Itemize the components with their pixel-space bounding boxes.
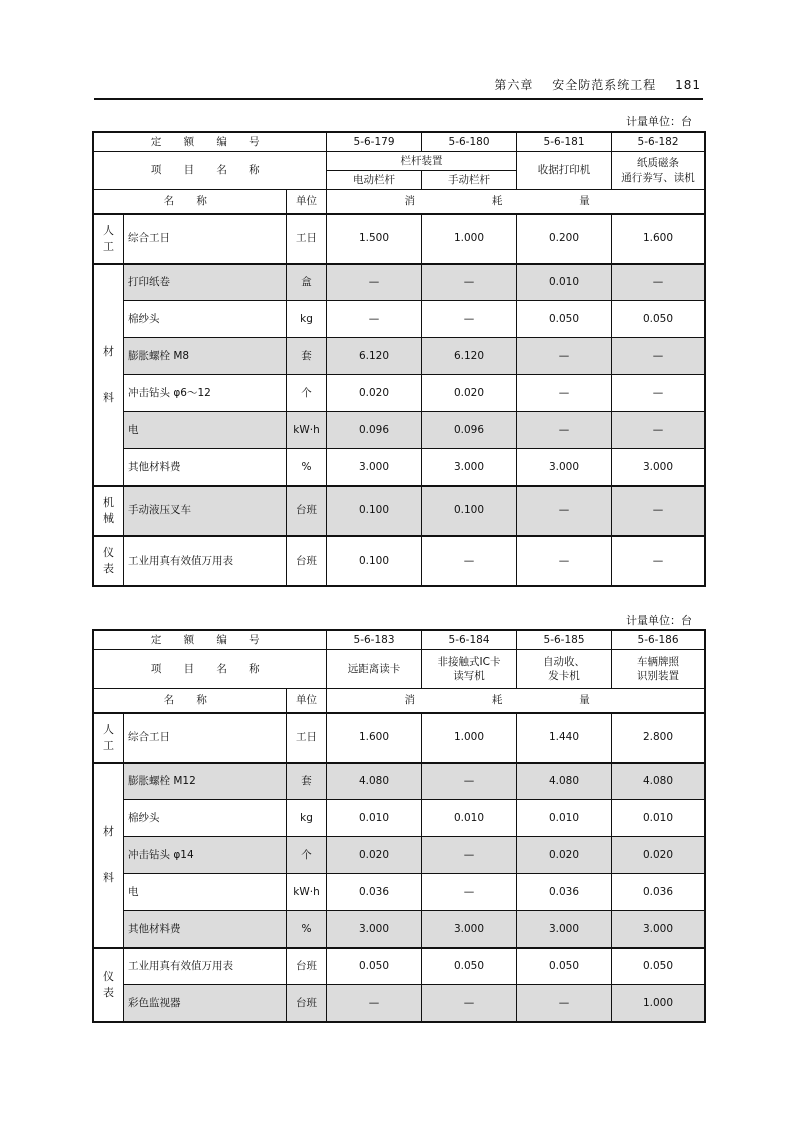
category-cell: 人 工 [94,214,124,264]
quantity-cell: 4.080 [327,763,422,800]
code-cell: 5-6-186 [612,631,705,650]
resource-name: 其他材料费 [124,911,287,948]
quantity-cell: 6.120 [327,338,422,375]
resource-unit: 台班 [287,486,327,536]
quantity-cell: 0.050 [517,301,612,338]
chapter-label: 第六章 [494,78,534,92]
unit-col-header: 单位 [287,190,327,214]
quantity-cell: 3.000 [517,911,612,948]
resource-name: 工业用真有效值万用表 [124,536,287,586]
resource-name: 电 [124,412,287,449]
resource-unit: 个 [287,375,327,412]
quantity-cell: — [517,985,612,1022]
category-cell: 仪 表 [94,948,124,1022]
quantity-cell: — [422,763,517,800]
item-name: 纸质磁条 通行劵写、读机 [612,152,705,190]
page-number: 181 [675,78,701,92]
quantity-cell: — [327,264,422,301]
quantity-cell: — [612,486,705,536]
resource-unit: 套 [287,763,327,800]
quantity-cell: 3.000 [517,449,612,486]
quantity-cell: 0.010 [612,800,705,837]
name-col-header: 名 称 [94,689,287,713]
quantity-cell: 0.096 [327,412,422,449]
quantity-cell: — [517,536,612,586]
quantity-cell: — [612,375,705,412]
resource-name: 手动液压叉车 [124,486,287,536]
quantity-cell: 3.000 [327,911,422,948]
resource-unit: % [287,449,327,486]
quantity-cell: 0.200 [517,214,612,264]
quantity-cell: 2.800 [612,713,705,763]
quantity-cell: 0.020 [327,837,422,874]
quantity-cell: — [517,375,612,412]
resource-unit: kg [287,301,327,338]
resource-name: 冲击钻头 φ14 [124,837,287,874]
quota-table-1 [93,132,705,586]
quantity-cell: 1.000 [422,713,517,763]
category-cell: 仪 表 [94,536,124,586]
quantity-cell: 1.000 [612,985,705,1022]
quantity-cell: — [612,338,705,375]
quantity-cell: 0.020 [327,375,422,412]
name-col-header: 名 称 [94,190,287,214]
resource-name: 综合工日 [124,214,287,264]
code-cell: 5-6-185 [517,631,612,650]
resource-name: 工业用真有效值万用表 [124,948,287,985]
resource-unit: 盒 [287,264,327,301]
quantity-cell: — [517,412,612,449]
resource-unit: kW·h [287,874,327,911]
resource-name: 综合工日 [124,713,287,763]
quantity-cell: 3.000 [422,911,517,948]
resource-unit: % [287,911,327,948]
quantity-cell: — [422,985,517,1022]
quantity-cell: 0.020 [422,375,517,412]
item-name: 电动栏杆 [327,171,422,190]
item-name: 远距离读卡 [327,650,422,689]
resource-unit: 套 [287,338,327,375]
quantity-cell: 0.010 [517,800,612,837]
category-cell: 材 料 [94,264,124,486]
resource-unit: 工日 [287,214,327,264]
quantity-cell: 0.100 [422,486,517,536]
quantity-cell: 0.010 [327,800,422,837]
quantity-cell: 1.600 [612,214,705,264]
section-title: 安全防范系统工程 [552,78,657,92]
quantity-cell: — [422,301,517,338]
quantity-cell: 0.010 [517,264,612,301]
quantity-cell: 1.440 [517,713,612,763]
quantity-cell: — [422,536,517,586]
resource-name: 棉纱头 [124,800,287,837]
resource-name: 电 [124,874,287,911]
code-label: 定 额 编 号 [94,133,327,152]
resource-name: 彩色监视器 [124,985,287,1022]
resource-unit: 台班 [287,536,327,586]
code-cell: 5-6-183 [327,631,422,650]
quantity-cell: 0.096 [422,412,517,449]
quantity-cell: — [517,338,612,375]
resource-unit: 个 [287,837,327,874]
category-cell: 人 工 [94,713,124,763]
quota-table-2 [93,630,705,1022]
quantity-cell: 0.050 [517,948,612,985]
quantity-cell: 4.080 [517,763,612,800]
item-name: 非接触式IC卡 读写机 [422,650,517,689]
resource-unit: kW·h [287,412,327,449]
quantity-cell: — [612,536,705,586]
item-name-label: 项 目 名 称 [94,152,327,190]
resource-name: 棉纱头 [124,301,287,338]
quantity-cell: 3.000 [612,911,705,948]
item-name: 收据打印机 [517,152,612,190]
page-header [94,74,703,100]
category-cell: 机 械 [94,486,124,536]
code-cell: 5-6-182 [612,133,705,152]
resource-name: 其他材料费 [124,449,287,486]
quantity-cell: 0.036 [517,874,612,911]
resource-unit: 台班 [287,985,327,1022]
quantity-cell: — [517,486,612,536]
quantity-cell: 0.100 [327,536,422,586]
quantity-cell: — [422,837,517,874]
category-cell: 材 料 [94,763,124,948]
resource-unit: 台班 [287,948,327,985]
quantity-cell: 1.000 [422,214,517,264]
resource-name: 膨胀螺栓 M8 [124,338,287,375]
quantity-cell: — [422,874,517,911]
quantity-cell: 0.050 [327,948,422,985]
resource-name: 冲击钻头 φ6～12 [124,375,287,412]
quantity-cell: 1.500 [327,214,422,264]
quantity-cell: 6.120 [422,338,517,375]
quantity-cell: 0.036 [327,874,422,911]
quantity-cell: — [327,301,422,338]
code-cell: 5-6-181 [517,133,612,152]
quantity-cell: 3.000 [327,449,422,486]
consume-header: 消 耗 量 [327,190,705,214]
quantity-cell: 0.036 [612,874,705,911]
quantity-cell: — [422,264,517,301]
resource-name: 膨胀螺栓 M12 [124,763,287,800]
resource-name: 打印纸卷 [124,264,287,301]
unit-col-header: 单位 [287,689,327,713]
item-name: 自动收、 发卡机 [517,650,612,689]
code-label: 定 额 编 号 [94,631,327,650]
quantity-cell: — [612,264,705,301]
unit-label-2: 计量单位：台 [626,614,692,627]
quantity-cell: 0.020 [517,837,612,874]
header-info [480,76,701,93]
quantity-cell: 0.050 [612,948,705,985]
item-name: 手动栏杆 [422,171,517,190]
quantity-cell: 0.010 [422,800,517,837]
item-name: 车辆牌照 识别装置 [612,650,705,689]
quantity-cell: 1.600 [327,713,422,763]
quantity-cell: — [327,985,422,1022]
quantity-cell: 0.100 [327,486,422,536]
quantity-cell: 0.020 [612,837,705,874]
quantity-cell: — [612,412,705,449]
group-header: 栏杆装置 [327,152,517,171]
quantity-cell: 4.080 [612,763,705,800]
resource-unit: kg [287,800,327,837]
quantity-cell: 0.050 [612,301,705,338]
quantity-cell: 3.000 [422,449,517,486]
quantity-cell: 3.000 [612,449,705,486]
quantity-cell: 0.050 [422,948,517,985]
unit-label-1: 计量单位：台 [626,115,692,128]
resource-unit: 工日 [287,713,327,763]
code-cell: 5-6-180 [422,133,517,152]
code-cell: 5-6-179 [327,133,422,152]
consume-header: 消 耗 量 [327,689,705,713]
item-name-label: 项 目 名 称 [94,650,327,689]
code-cell: 5-6-184 [422,631,517,650]
